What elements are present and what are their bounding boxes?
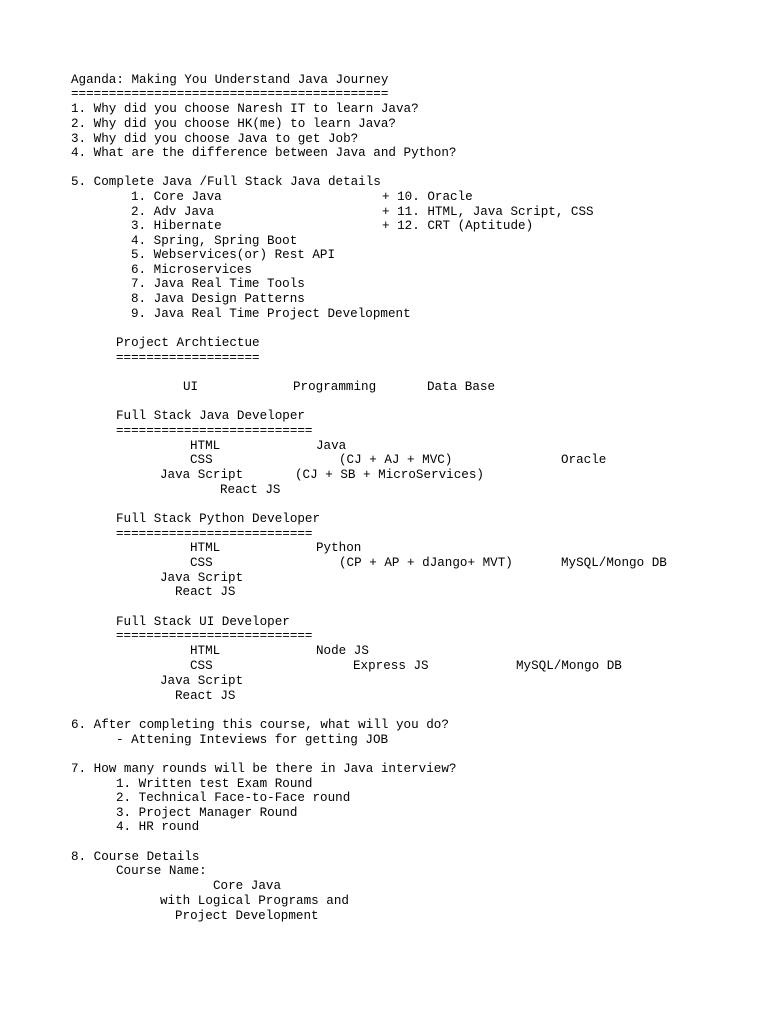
topic-item: 2. Adv Java <box>131 205 215 219</box>
language-detail: (CP + AP + dJango+ MVT) <box>339 556 513 570</box>
topic-item: 5. Webservices(or) Rest API <box>131 248 336 262</box>
language-detail: (CJ + SB + MicroServices) <box>295 468 484 482</box>
full-stack-ui-underline: ========================== <box>116 629 313 643</box>
full-stack-python-underline: ========================== <box>116 527 313 541</box>
interview-round: 1. Written test Exam Round <box>116 777 313 791</box>
page-title: Aganda: Making You Understand Java Journey <box>71 73 389 87</box>
topic-item: 3. Hibernate <box>131 219 222 233</box>
full-stack-java-underline: ========================== <box>116 424 313 438</box>
course-name-line: Project Development <box>175 909 319 923</box>
ui-tech: CSS <box>190 659 213 673</box>
ui-tech: Java Script <box>160 468 244 482</box>
topic-extra-item: + 12. CRT (Aptitude) <box>382 219 534 233</box>
full-stack-ui-heading: Full Stack UI Developer <box>116 615 290 629</box>
topic-extra-item: + 10. Oracle <box>382 190 473 204</box>
question-item: 4. What are the difference between Java and Python? <box>71 146 457 160</box>
language-name: Node JS <box>316 644 369 658</box>
ui-tech: HTML <box>190 644 221 658</box>
interview-round: 4. HR round <box>116 820 200 834</box>
title-underline: ========================================== <box>71 87 389 101</box>
topic-item: 4. Spring, Spring Boot <box>131 234 298 248</box>
ui-tech: CSS <box>190 453 213 467</box>
course-name-line: Core Java <box>213 879 282 893</box>
question-item: 3. Why did you choose Java to get Job? <box>71 132 359 146</box>
ui-tech: Java Script <box>160 571 244 585</box>
question-item: 1. Why did you choose Naresh IT to learn Java? <box>71 102 419 116</box>
course-name-label: Course Name: <box>116 864 207 878</box>
section-heading: 6. After completing this course, what will you do? <box>71 718 449 732</box>
topic-item: 7. Java Real Time Tools <box>131 277 305 291</box>
language-detail: Express JS <box>353 659 429 673</box>
topic-extra-item: + 11. HTML, Java Script, CSS <box>382 205 594 219</box>
ui-tech: HTML <box>190 439 221 453</box>
list-item: - Attening Inteviews for getting JOB <box>116 733 389 747</box>
ui-tech: HTML <box>190 541 221 555</box>
ui-tech: Java Script <box>160 674 244 688</box>
architecture-column-ui: UI <box>183 380 199 394</box>
language-name: Python <box>316 541 362 555</box>
database-name: MySQL/Mongo DB <box>516 659 622 673</box>
architecture-underline: =================== <box>116 351 260 365</box>
ui-tech: React JS <box>220 483 281 497</box>
course-name-line: with Logical Programs and <box>160 894 349 908</box>
language-detail: (CJ + AJ + MVC) <box>339 453 453 467</box>
architecture-column-programming: Programming <box>293 380 377 394</box>
interview-round: 2. Technical Face-to-Face round <box>116 791 351 805</box>
section-heading: 7. How many rounds will be there in Java interview? <box>71 762 457 776</box>
ui-tech: React JS <box>175 585 236 599</box>
section-heading: 8. Course Details <box>71 850 200 864</box>
database-name: MySQL/Mongo DB <box>561 556 667 570</box>
topic-item: 1. Core Java <box>131 190 222 204</box>
interview-round: 3. Project Manager Round <box>116 806 298 820</box>
language-name: Java <box>316 439 347 453</box>
section-heading: 5. Complete Java /Full Stack Java details <box>71 175 381 189</box>
full-stack-python-heading: Full Stack Python Developer <box>116 512 321 526</box>
full-stack-java-heading: Full Stack Java Developer <box>116 409 305 423</box>
question-item: 2. Why did you choose HK(me) to learn Java? <box>71 117 396 131</box>
topic-item: 9. Java Real Time Project Development <box>131 307 411 321</box>
topic-item: 8. Java Design Patterns <box>131 292 305 306</box>
ui-tech: React JS <box>175 689 236 703</box>
architecture-column-database: Data Base <box>427 380 496 394</box>
ui-tech: CSS <box>190 556 213 570</box>
architecture-heading: Project Archtiectue <box>116 336 260 350</box>
database-name: Oracle <box>561 453 607 467</box>
topic-item: 6. Microservices <box>131 263 252 277</box>
